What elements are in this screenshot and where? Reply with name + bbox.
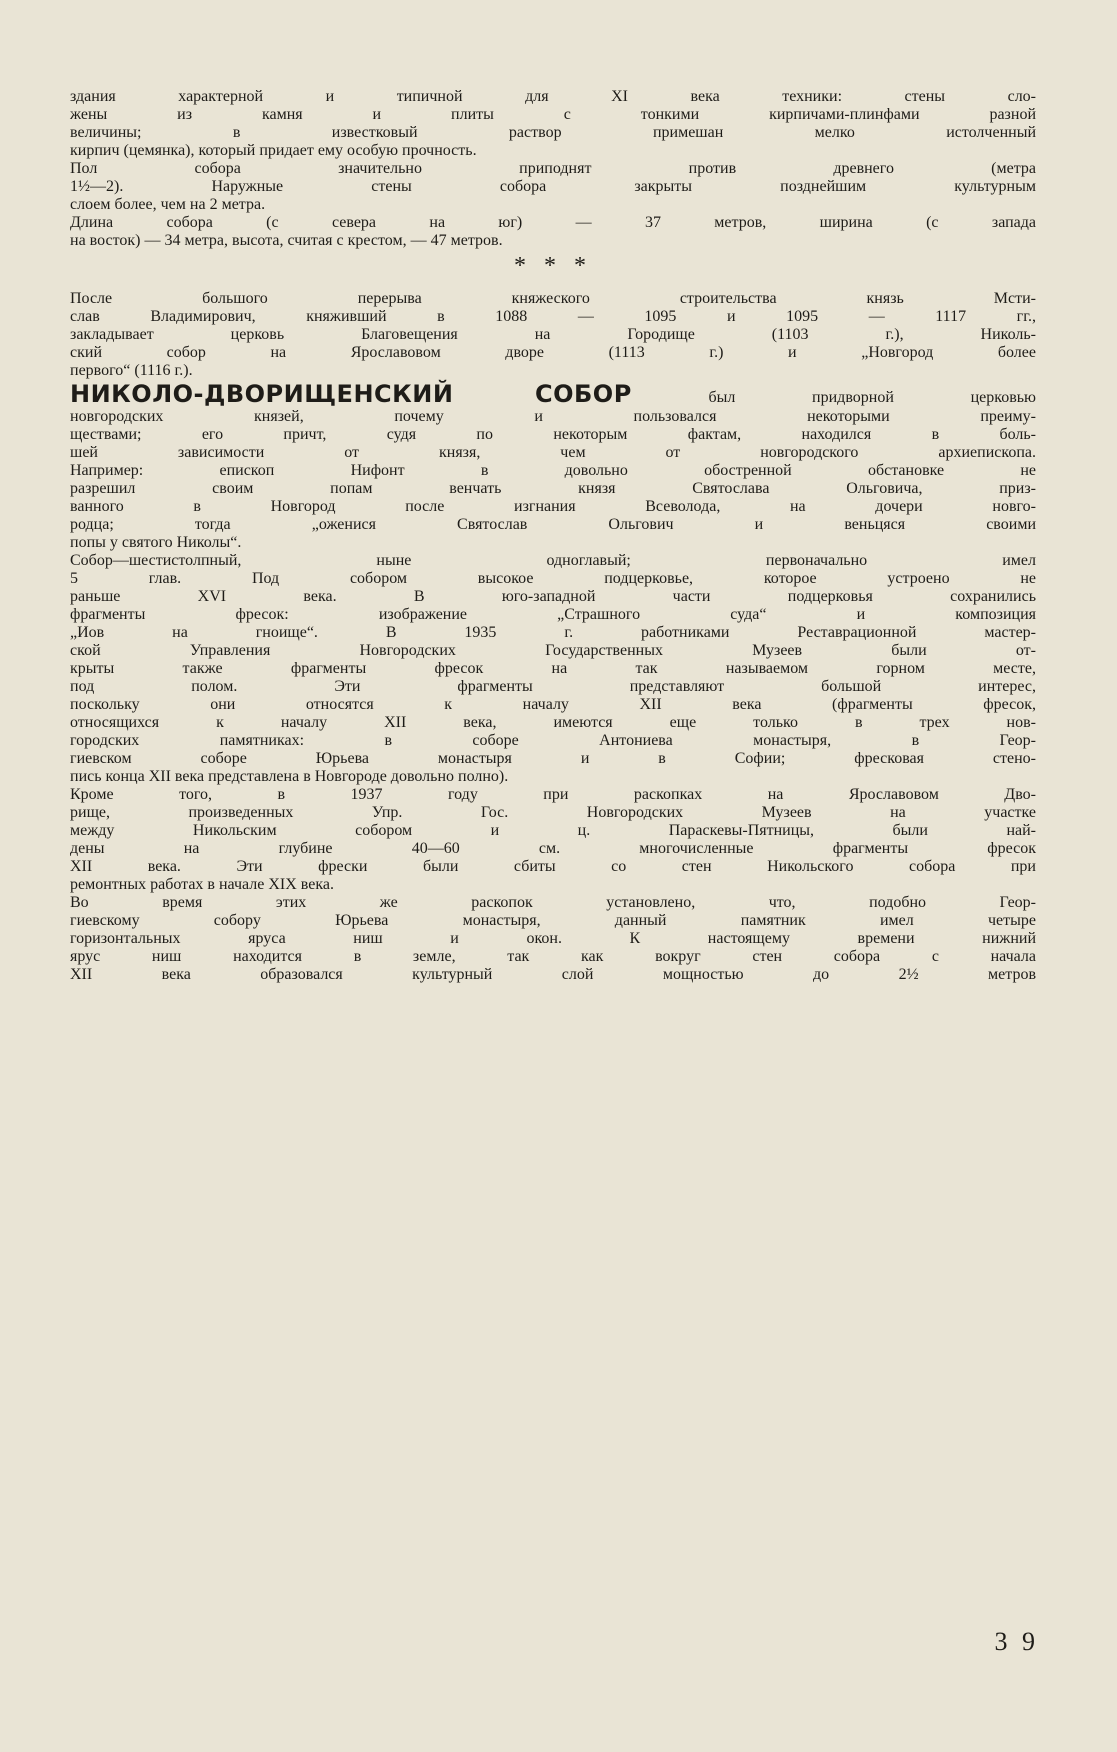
text-line: слав Владимирович, княживший в 1088 — 1095 и 1095 — 1117 гг., — [70, 308, 1036, 325]
text-line: дены на глубине 40—60 см. многочисленные фрагменты фресок — [70, 840, 1036, 857]
text-line: Кроме того, в 1937 году при раскопках на Ярославовом Дво- — [70, 786, 1036, 803]
text-line: закладывает церковь Благовещения на Городище (1103 г.), Николь- — [70, 326, 1036, 343]
text-line: горизонтальных яруса ниш и окон. К настоящему времени нижний — [70, 930, 1036, 947]
heading-continuation: был придворной церковью — [708, 389, 1037, 406]
text-line: пись конца XII века представлена в Новгороде довольно полно). — [70, 768, 509, 785]
text-line: попы у святого Николы“. — [70, 534, 242, 551]
text-line: гиевском соборе Юрьева монастыря и в Софии; фресковая стено- — [70, 750, 1036, 767]
text-line: кирпич (цемянка), который придает ему особую прочность. — [70, 142, 477, 159]
text-line: ремонтных работах в начале XIX века. — [70, 876, 334, 893]
paragraph-6 — [70, 552, 1036, 786]
text-line: ской Управления Новгородских Государственных Музеев были от- — [70, 642, 1036, 659]
paragraph-5 — [70, 380, 1036, 552]
page-number: 3 9 — [994, 1627, 1039, 1656]
text-line: ский собор на Ярославовом дворе (1113 г.) и „Новгород более — [70, 344, 1036, 361]
paragraph-3 — [70, 214, 1036, 250]
text-line: слоем более, чем на 2 метра. — [70, 196, 266, 213]
text-line: раньше XVI века. В юго-западной части подцерковья сохранились — [70, 588, 1036, 605]
text-line: шей зависимости от князя, чем от новгородского архиепископа. — [70, 444, 1036, 461]
text-line: под полом. Эти фрагменты представляют большой интерес, — [70, 678, 1036, 695]
text-line: между Никольским собором и ц. Параскевы-Пятницы, были най- — [70, 822, 1036, 839]
text-line: величины; в известковый раствор примешан мелко истолченный — [70, 124, 1036, 141]
text-line: После большого перерыва княжеского строительства князь Мсти- — [70, 290, 1036, 307]
text-line: родца; тогда „оженися Святослав Ольгович и веньцяся своими — [70, 516, 1036, 533]
text-line-content: Пол собора значительно приподнят против древнего (метра — [70, 160, 1036, 177]
text-line: XII века образовался культурный слой мощностью до 2½ метров — [70, 966, 1036, 983]
paragraph-7 — [70, 786, 1036, 894]
text-line: „Иов на гноище“. В 1935 г. работниками Реставрационной мастер- — [70, 624, 1036, 641]
paragraph-2 — [70, 160, 1036, 214]
text-line: крыты также фрагменты фресок на так называемом горном месте, — [70, 660, 1036, 677]
text-line: разрешил своим попам венчать князя Святослава Ольговича, приз- — [70, 480, 1036, 497]
text-line: 5 глав. Под собором высокое подцерковье, которое устроено не — [70, 570, 1036, 587]
text-line: ванного в Новгород после изгнания Всеволода, на дочери новго- — [70, 498, 1036, 515]
text-line — [70, 160, 1036, 178]
text-line: ярус ниш находится в земле, так как вокруг стен собора с начала — [70, 948, 1036, 965]
paragraph-1 — [70, 88, 1036, 160]
text-line: Во время этих же раскопок установлено, что, подобно Геор- — [70, 894, 1036, 911]
text-line: гиевскому собору Юрьева монастыря, данный памятник имел четыре — [70, 912, 1036, 929]
text-line: городских памятниках: в соборе Антониева монастыря, в Геор- — [70, 732, 1036, 749]
section-separator: * * * — [514, 253, 592, 279]
text-line: здания характерной и типичной для XI века техники: стены сло- — [70, 88, 1036, 105]
text-line: 1½—2). Наружные стены собора закрыты позднейшим культурным — [70, 178, 1036, 195]
paragraph-8 — [70, 894, 1036, 984]
text-line: поскольку они относятся к началу XII века (фрагменты фресок, — [70, 696, 1036, 713]
text-line: Например: епископ Нифонт в довольно обостренной обстановке не — [70, 462, 1036, 479]
paragraph-4 — [70, 290, 1036, 380]
text-line — [70, 380, 1036, 408]
text-line: на восток) — 34 метра, высота, считая с крестом, — 47 метров. — [70, 232, 503, 249]
text-line: Собор—шестистолпный, ныне одноглавый; первоначально имел — [70, 552, 1036, 569]
text-line: рище, произведенных Упр. Гос. Новгородских Музеев на участке — [70, 804, 1036, 821]
text-line: фрагменты фресок: изображение „Страшного суда“ и композиция — [70, 606, 1036, 623]
section-heading: НИКОЛО-ДВОРИЩЕНСКИЙ СОБОР — [70, 380, 632, 408]
text-line: жены из камня и плиты с тонкими кирпичами-плинфами разной — [70, 106, 1036, 123]
page-body — [70, 88, 1036, 984]
text-line: новгородских князей, почему и пользовался некоторыми преиму- — [70, 408, 1036, 425]
text-line: ществами; его причт, судя по некоторым фактам, находился в боль- — [70, 426, 1036, 443]
text-line: XII века. Эти фрески были сбиты со стен Никольского собора при — [70, 858, 1036, 875]
text-line: относящихся к началу XII века, имеются еще только в трех нов- — [70, 714, 1036, 731]
text-line: первого“ (1116 г.). — [70, 362, 193, 379]
text-line: Длина собора (с севера на юг) — 37 метров, ширина (с запада — [70, 214, 1036, 231]
